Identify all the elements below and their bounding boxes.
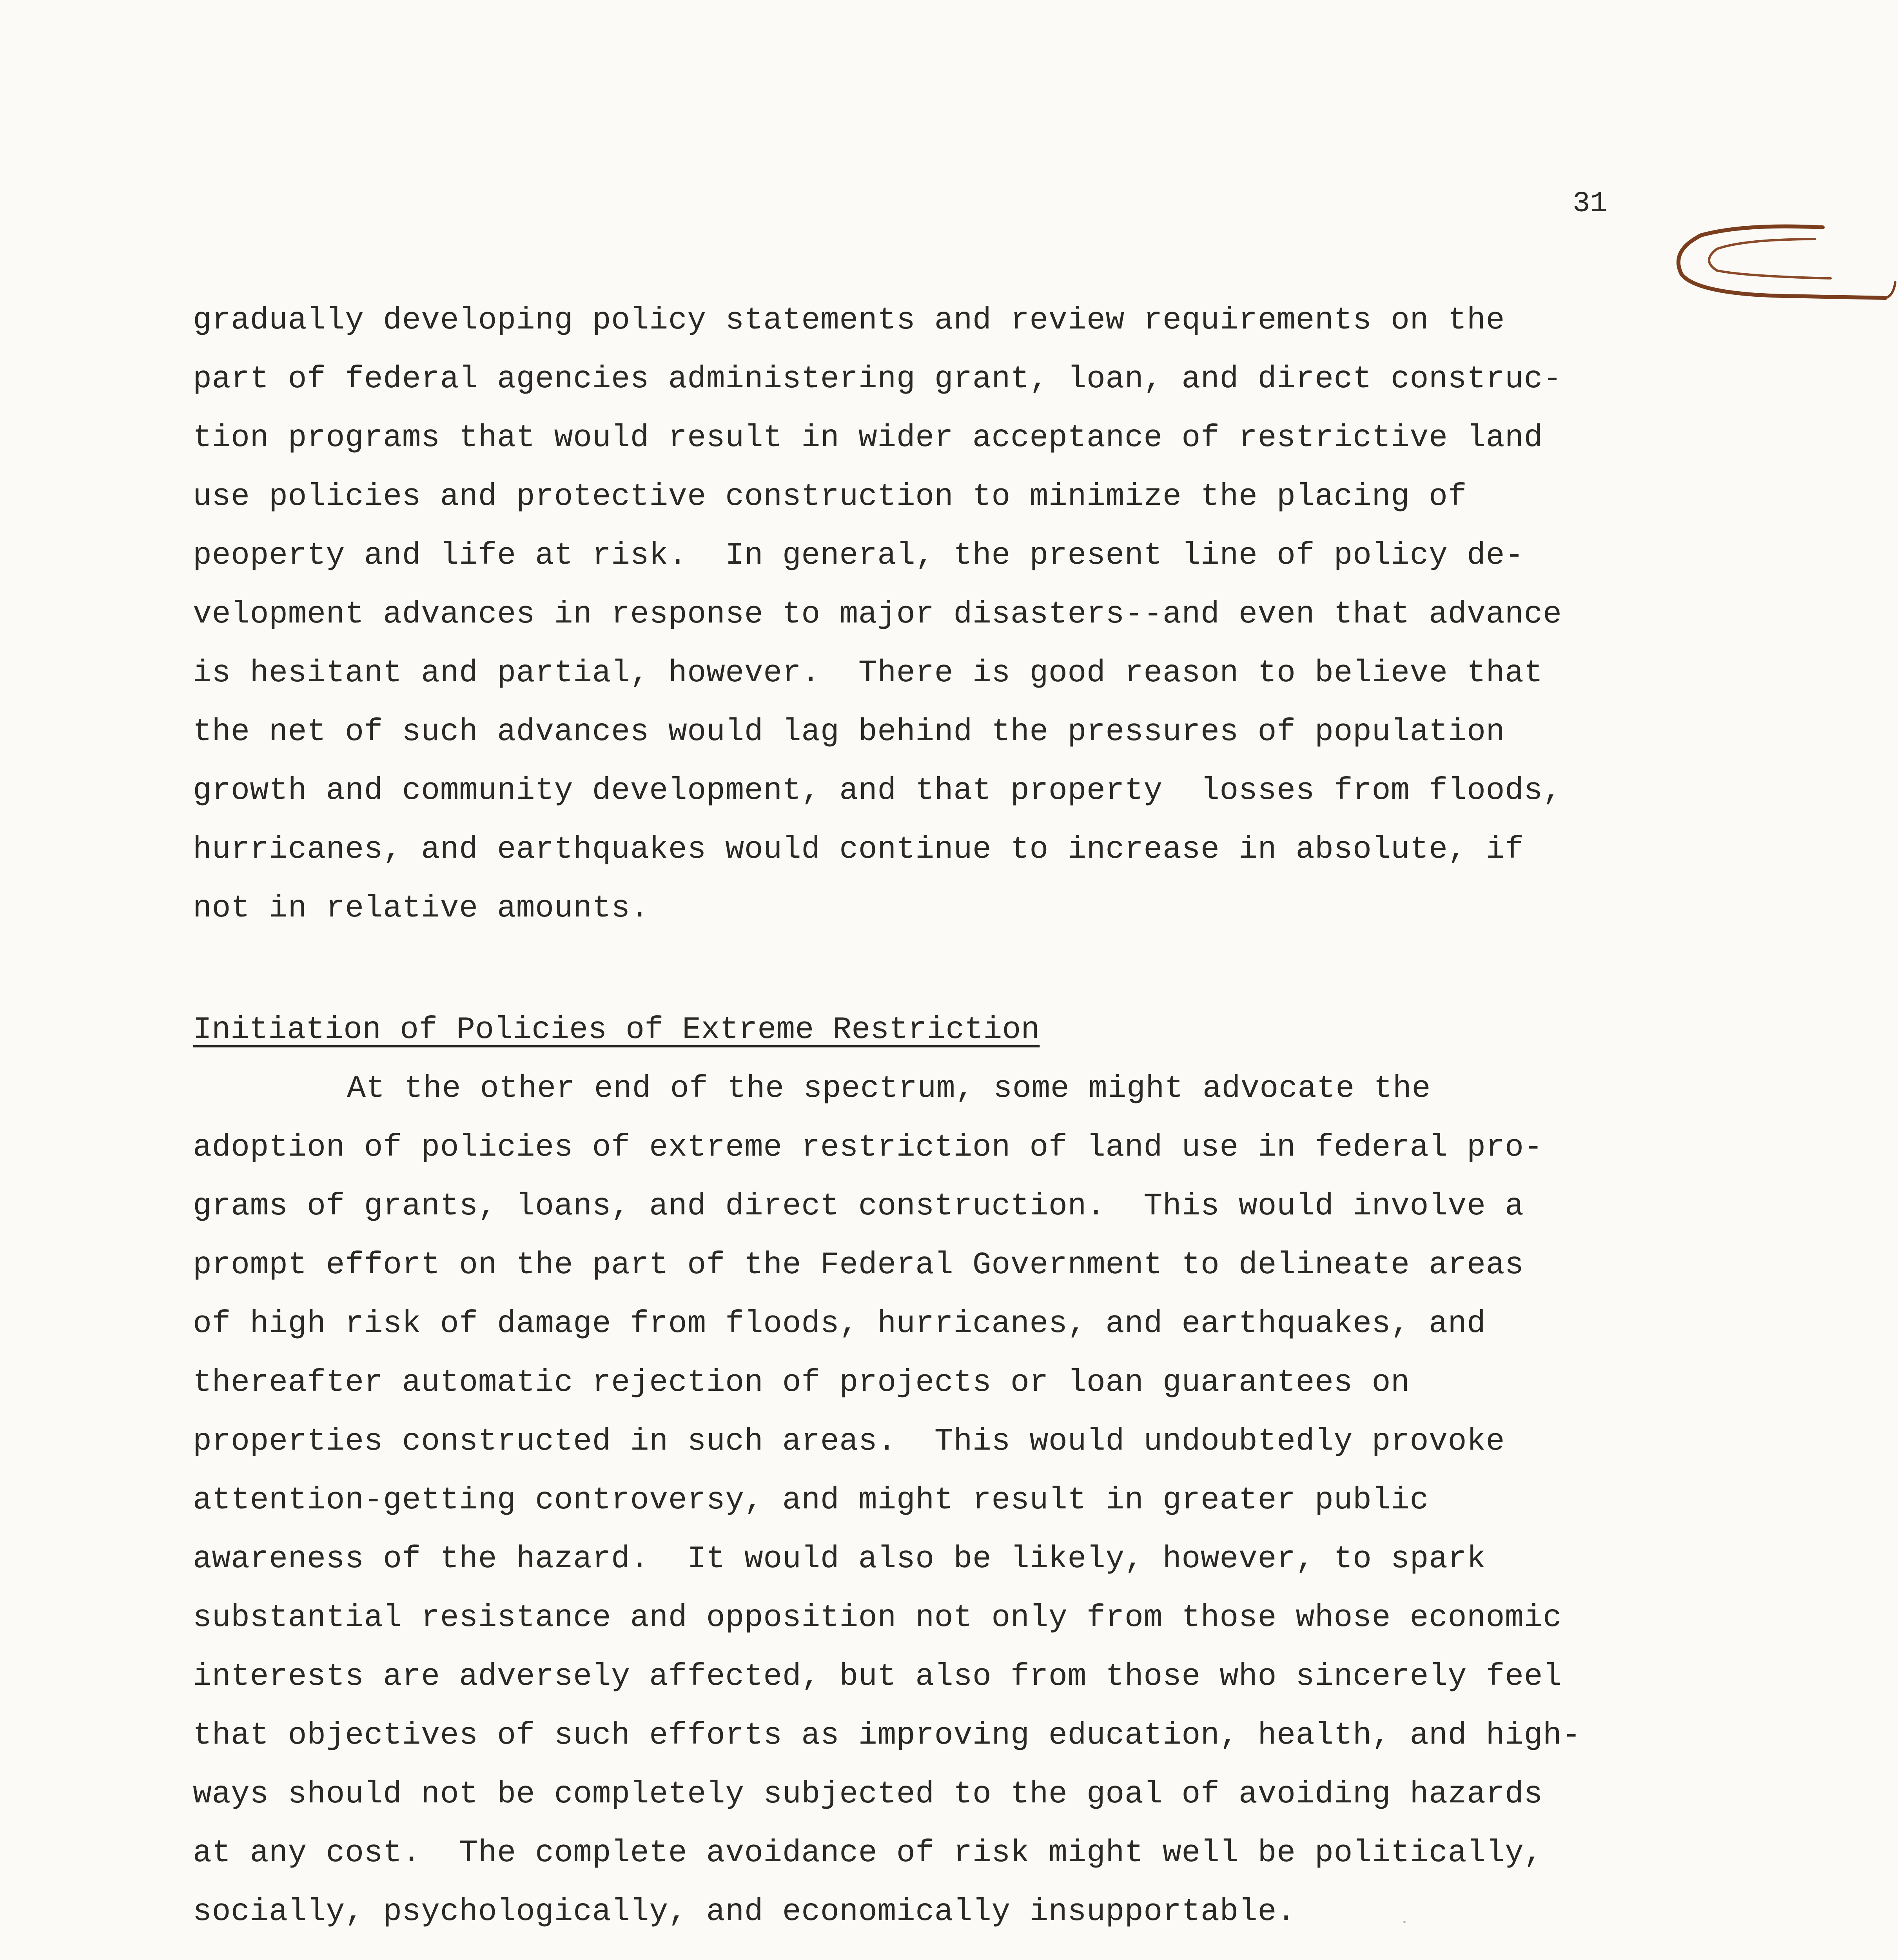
section1-line: substantial resistance and opposition not only from those whose economic xyxy=(193,1600,1562,1636)
section1-line: that objectives of such efforts as improving education, health, and high- xyxy=(193,1718,1581,1753)
section1-line: ways should not be completely subjected to the goal of avoiding hazards xyxy=(193,1777,1543,1812)
scan-speck xyxy=(1403,1921,1406,1923)
paragraph1-line: velopment advances in response to major disasters--and even that advance xyxy=(193,597,1562,632)
paragraph1-line: is hesitant and partial, however. There is good reason to believe that xyxy=(193,655,1543,691)
paragraph1-line: the net of such advances would lag behind the pressures of population xyxy=(193,714,1505,750)
section1-line: At the other end of the spectrum, some might advocate the xyxy=(347,1071,1431,1107)
paragraph1-line: peoperty and life at risk. In general, the present line of policy de- xyxy=(193,538,1524,573)
section1-line: adoption of policies of extreme restriction of land use in federal pro- xyxy=(193,1130,1543,1165)
paragraph1-line: use policies and protective construction to minimize the placing of xyxy=(193,479,1467,515)
paragraph1-line: not in relative amounts. xyxy=(193,891,650,926)
section1-line: awareness of the hazard. It would also be likely, however, to spark xyxy=(193,1541,1486,1577)
section-heading-extreme-restriction: Initiation of Policies of Extreme Restriction xyxy=(193,1012,1040,1048)
section1-line: socially, psychologically, and economically insupportable. xyxy=(193,1894,1296,1930)
paperclip-icon xyxy=(1666,212,1898,321)
section1-line: thereafter automatic rejection of projects or loan guarantees on xyxy=(193,1365,1410,1401)
paragraph1-line: part of federal agencies administering grant, loan, and direct construc- xyxy=(193,361,1562,397)
paragraph1-line: gradually developing policy statements and review requirements on the xyxy=(193,303,1505,338)
section1-line: prompt effort on the part of the Federal Government to delineate areas xyxy=(193,1247,1524,1283)
section1-line: at any cost. The complete avoidance of risk might well be politically, xyxy=(193,1835,1543,1871)
paragraph1-line: hurricanes, and earthquakes would continue to increase in absolute, if xyxy=(193,832,1524,867)
section1-line: attention-getting controversy, and might result in greater public xyxy=(193,1483,1429,1518)
paragraph1-line: growth and community development, and that property losses from floods, xyxy=(193,773,1562,809)
paragraph1-line: tion programs that would result in wider acceptance of restrictive land xyxy=(193,420,1543,456)
section1-line: grams of grants, loans, and direct construction. This would involve a xyxy=(193,1189,1524,1224)
section1-line: interests are adversely affected, but also from those who sincerely feel xyxy=(193,1659,1562,1695)
section1-line: of high risk of damage from floods, hurricanes, and earthquakes, and xyxy=(193,1306,1486,1342)
page-number: 31 xyxy=(1573,187,1608,220)
section1-line: properties constructed in such areas. This would undoubtedly provoke xyxy=(193,1424,1505,1459)
